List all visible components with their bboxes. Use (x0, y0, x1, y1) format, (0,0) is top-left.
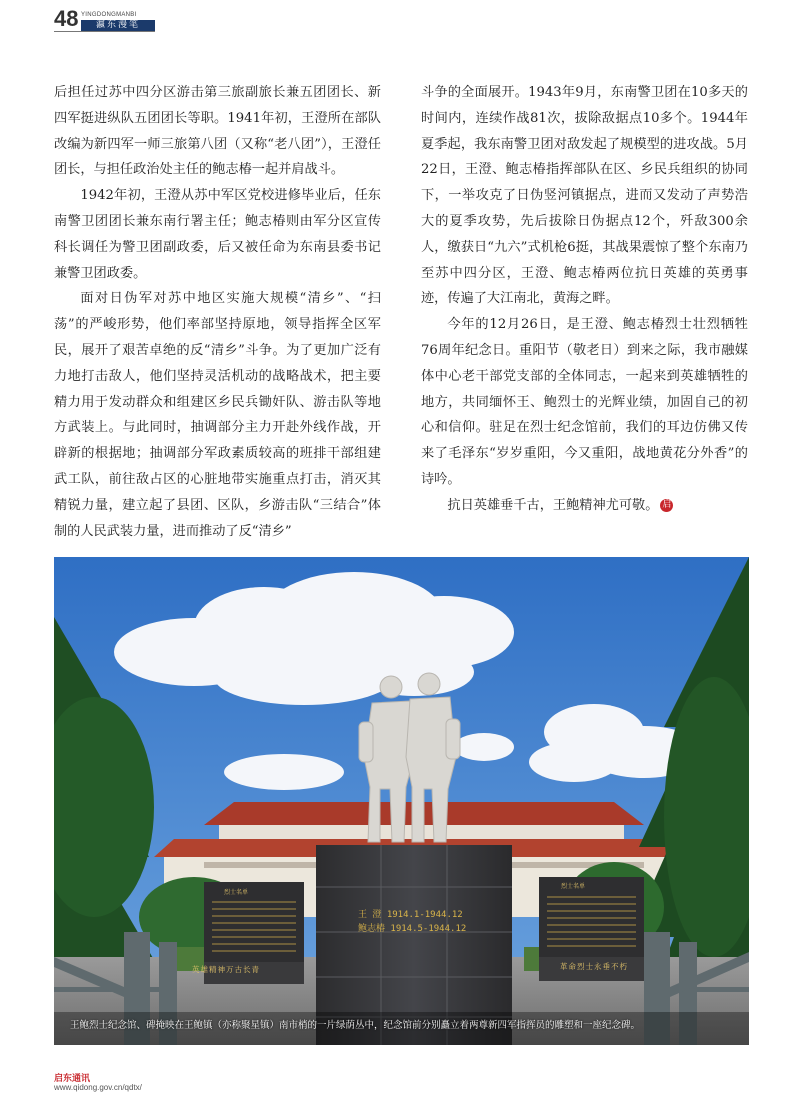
inscription-line-wang: 王 澄 1914.1-1944.12 (358, 910, 463, 920)
footer-url[interactable]: www.qidong.gov.cn/qdtx/ (54, 1083, 142, 1092)
right-wall-slogan: 革命烈士永垂不朽 (560, 962, 628, 971)
memorial-scene (54, 557, 749, 1045)
magazine-name-zh: 瀛东漫笔 (81, 20, 155, 31)
left-wall-slogan: 英雄精神万古长青 (192, 965, 260, 974)
paragraph: 后担任过苏中四分区游击第三旅副旅长兼五团团长、新四军挺进纵队五团团长等职。1941年初，王澄所在部队改编为新四军一师三旅第八团（又称“老八团”），王澄任团长，与担任政治处主任的鲍志椿一起并肩战斗。 (54, 85, 381, 178)
article-column-right (421, 80, 748, 519)
left-wall-title: 烈士名单 (224, 889, 249, 896)
closing-text: 抗日英雄垂千古，王鲍精神尤可敬。 (447, 497, 659, 513)
paragraph: 斗争的全面展开。1943年9月，东南警卫团在10多天的时间内，连续作战81次，拔除敌据点10多个。1944年夏季起，我东南警卫团对敌发起了规模型的进攻战。5月22日，王澄、鲍志椿指挥部队在区、乡民兵组织的协同下，一举攻克了日伪竖河镇据点，进而又发动了声势浩大的夏季攻势，先后拔除日伪据点12个，歼敌300余人，缴获日“九六”式机枪6挺，其战果震惊了整个东南乃至苏中四分区，王澄、鲍志椿两位抗日英雄的英勇事迹，传遍了大江南北，黄海之畔。 (421, 85, 748, 307)
closing-paragraph (421, 493, 748, 519)
article-column-left (54, 80, 381, 544)
page-number: 48 (54, 6, 79, 31)
header-divider (54, 31, 155, 32)
footer-brand: 启东通讯 (54, 1074, 91, 1084)
paragraph: 1942年初，王澄从苏中军区党校进修毕业后，任东南警卫团团长兼东南行署主任；鲍志椿则由军分区宣传科长调任为警卫团副政委，后又被任命为东南县委书记兼警卫团政委。 (54, 188, 381, 281)
end-mark-icon: 启 (662, 499, 672, 510)
inscription-line-bao: 鲍志椿 1914.5-1944.12 (358, 924, 467, 934)
memorial-photo (54, 557, 749, 1045)
paragraph: 今年的12月26日，是王澄、鲍志椿烈士壮烈牺牲76周年纪念日。重阳节（敬老日）到来之际，我市融媒体中心老干部党支部的全体同志，一起来到英雄牺牲的地方，共同缅怀王、鲍烈士的光辉业绩，加固自己的初心和信仰。驻足在烈士纪念馆前，我们的耳边仿佛又传来了毛泽东“岁岁重阳，今又重阳，战地黄花分外香”的诗吟。 (421, 317, 748, 487)
magazine-name-en: YINGDONGMANBI (81, 12, 137, 18)
paragraph: 面对日伪军对苏中地区实施大规模“清乡”、“扫荡”的严峻形势，他们率部坚持原地，领导指挥全区军民，展开了艰苦卓绝的反“清乡”斗争。为了更加广泛有力地打击敌人，他们坚持灵活机动的战略战术，把主要精力用于发动群众和组建区乡民兵锄奸队、游击队等地方武装上。与此同时，抽调部分主力开赴外线作战，开辟新的根据地；抽调部分军政素质较高的班排干部组建武工队，前往敌占区的心脏地带实施重点打击，消灭其精锐力量，建立起了县团、区队，乡游击队“三结合”体制的人民武装力量，进而推动了反“清乡” (54, 291, 381, 539)
magazine-header (81, 12, 155, 31)
statue-inscription (358, 908, 466, 936)
right-wall-title: 烈士名单 (561, 883, 586, 890)
photo-caption: 王鲍烈士纪念馆、碑掩映在王鲍镇（亦称聚星镇）南市梢的一片绿荫丛中，纪念馆前分别矗立着两尊新四军指挥员的雕塑和一座纪念碑。 (70, 1020, 641, 1031)
